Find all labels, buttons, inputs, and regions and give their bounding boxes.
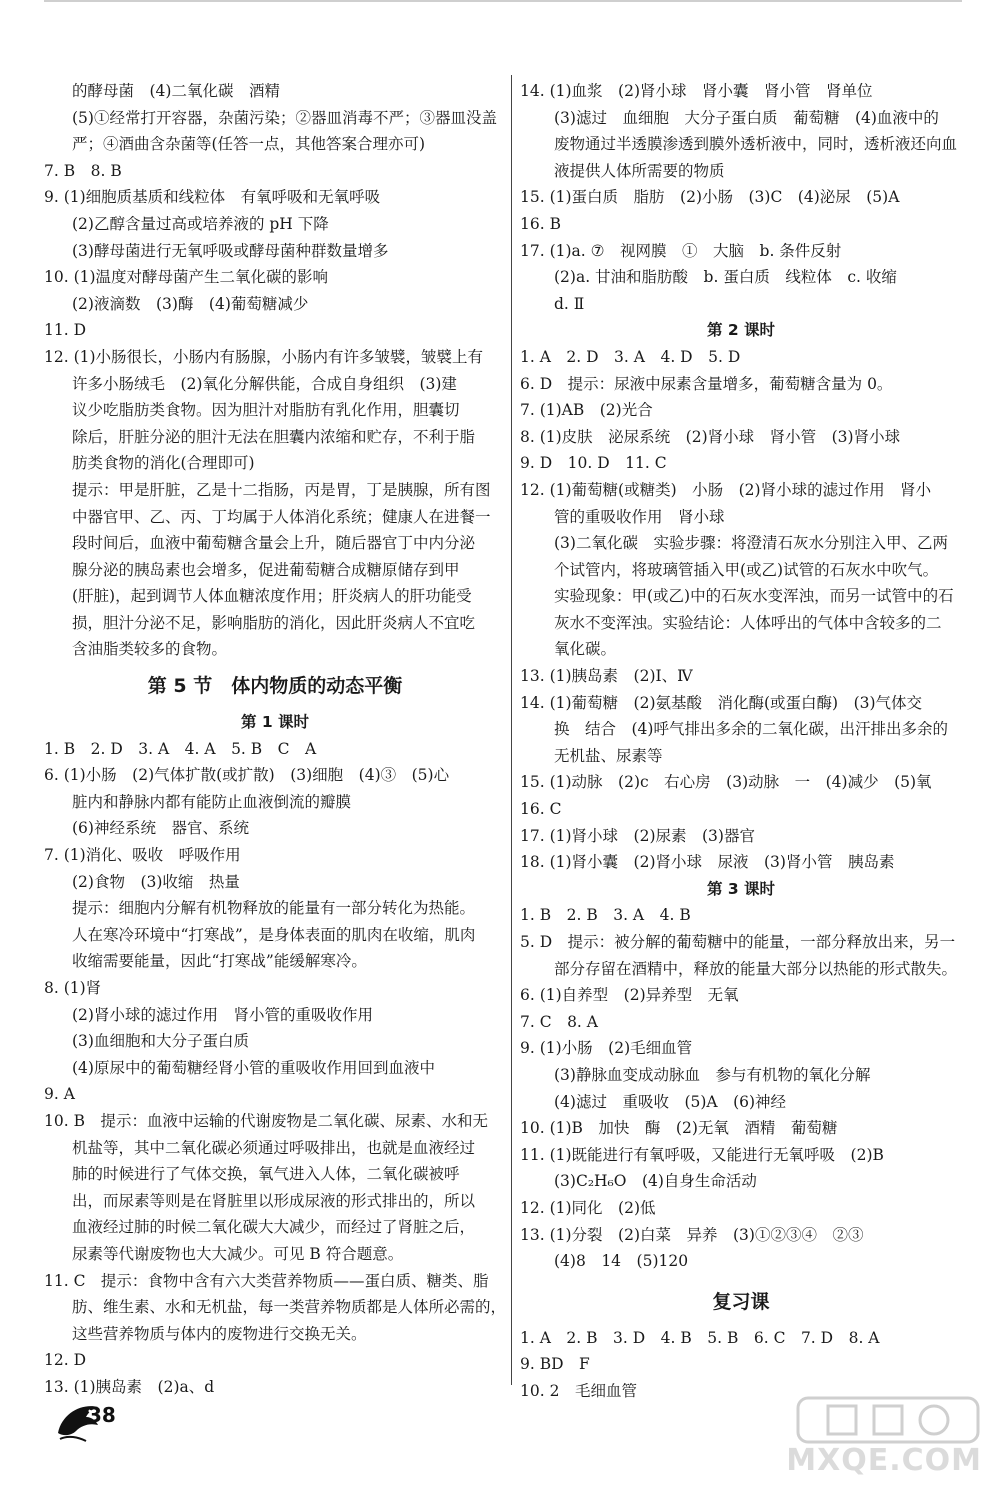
answer-line: 的酵母菌 (4)二氧化碳 酒精 xyxy=(72,82,280,100)
answer-line: d. Ⅱ xyxy=(554,294,585,313)
answer-line: 5. D 提示：被分解的葡萄糖中的能量，一部分释放出来，另一 xyxy=(520,933,956,951)
answer-line: 1. B 2. D 3. A 4. A 5. B C A xyxy=(44,739,317,758)
answer-line: 肺的时候进行了气体交换，氧气进入人体，二氧化碳被呼 xyxy=(72,1165,460,1184)
answer-line: 9. BD F xyxy=(520,1355,590,1374)
answer-line: (4)8 14 (5)120 xyxy=(554,1252,689,1271)
answer-line: 尿素等代谢废物也大大减少。可见 B 符合题意。 xyxy=(72,1244,404,1263)
answer-line: 9. A xyxy=(44,1085,75,1104)
answer-line: 10. B 提示：血液中运输的代谢废物是二氧化碳、尿素、水和无 xyxy=(44,1111,488,1130)
answer-line: 11. (1)既能进行有氧呼吸，又能进行无氧呼吸 (2)B xyxy=(520,1145,884,1164)
answer-line: 氧化碳。 xyxy=(554,640,617,659)
answer-line: (6)神经系统 器官、系统 xyxy=(72,819,249,838)
answer-line: 许多小肠绒毛 (2)氧化分解供能，合成自身组织 (3)建 xyxy=(72,374,457,393)
answer-line: 14. (1)葡萄糖 (2)氨基酸 消化酶(或蛋白酶) (3)气体交 xyxy=(520,693,923,712)
answer-line: (2)乙醇含量过高或培养液的 pH 下降 xyxy=(72,214,329,233)
answer-line: 肪类食物的消化(合理即可) xyxy=(72,454,255,473)
answer-line: 实验现象：甲(或乙)中的石灰水变浑浊，而另一试管中的石 xyxy=(554,587,954,606)
answer-line: (3)血细胞和大分子蛋白质 xyxy=(72,1032,249,1051)
answer-line: (5)①经常打开容器，杂菌污染；②器皿消毒不严；③器皿没盖 xyxy=(72,108,497,127)
answer-line: 这些营养物质与体内的废物进行交换无关。 xyxy=(72,1324,367,1343)
lesson-subtitle: 第 1 课时 xyxy=(240,713,310,732)
answer-line: (肝脏)，起到调节人体血糖浓度作用；肝炎病人的肝功能受 xyxy=(72,587,472,606)
lesson-subtitle: 第 3 课时 xyxy=(706,879,776,898)
answer-line: 13. (1)分裂 (2)白菜 异养 (3)①②③④ ②③ xyxy=(520,1225,864,1244)
answer-line: 16. C xyxy=(520,800,562,819)
answer-line: 个试管内，将玻璃管插入甲(或乙)试管的石灰水中吹气。 xyxy=(554,560,939,579)
answer-line: 除后，肝脏分泌的胆汁无法在胆囊内浓缩和贮存，不利于脂 xyxy=(72,427,476,446)
answer-line: 12. D xyxy=(44,1351,87,1370)
answer-line: 11. D xyxy=(44,321,87,340)
answer-line: 10. 2 毛细血管 xyxy=(520,1381,637,1400)
answer-line: 液提供人体所需要的物质 xyxy=(554,161,725,180)
answer-line: 7. C 8. A xyxy=(520,1012,598,1031)
answer-line: 腺分泌的胰岛素也会增多，促进葡萄糖合成糖原储存到甲 xyxy=(72,560,460,579)
answer-line: 7. (1)AB (2)光合 xyxy=(520,401,653,420)
answer-line: (4)滤过 重吸收 (5)A (6)神经 xyxy=(554,1092,787,1111)
answer-line: 部分存留在酒精中，释放的能量大部分以热能的形式散失。 xyxy=(554,959,958,978)
answer-line: 脏内和静脉内都有能防止血液倒流的瓣膜 xyxy=(72,792,352,811)
answer-line: 9. D 10. D 11. C xyxy=(520,454,667,473)
answer-line: 15. (1)动脉 (2)c 右心房 (3)动脉 一 (4)减少 (5)氧 xyxy=(520,773,932,792)
answer-line: 中器官甲、乙、丙、丁均属于人体消化系统；健康人在进餐一 xyxy=(72,507,491,526)
page-number: 38 xyxy=(88,1403,116,1427)
watermark-text: MXQE.COM xyxy=(786,1443,982,1478)
answer-line: 6. (1)自养型 (2)异养型 无氧 xyxy=(520,986,739,1005)
answer-line: 灰水不变浑浊。实验结论：人体呼出的气体中含较多的二 xyxy=(554,613,942,632)
answer-line: 议少吃脂肪类食物。因为胆汁对脂肪有乳化作用，胆囊切 xyxy=(72,401,460,420)
answer-line: 7. B 8. B xyxy=(44,161,122,180)
answer-line: (3)静脉血变成动脉血 参与有机物的氧化分解 xyxy=(554,1065,871,1084)
column-divider xyxy=(511,75,512,1385)
answer-line: 10. (1)B 加快 酶 (2)无氧 酒精 葡萄糖 xyxy=(520,1119,838,1138)
answer-line: 12. (1)葡萄糖(或糖类) 小肠 (2)肾小球的滤过作用 肾小 xyxy=(520,480,932,499)
answer-line: 1. B 2. B 3. A 4. B xyxy=(520,906,691,925)
review-title: 复习课 xyxy=(712,1290,770,1313)
answer-line: 12. (1)同化 (2)低 xyxy=(520,1198,656,1217)
answer-line: 9. (1)小肠 (2)毛细血管 xyxy=(520,1039,693,1058)
answer-line: 机盐等，其中二氧化碳必须通过呼吸排出，也就是血液经过 xyxy=(72,1138,476,1157)
answer-line: 无机盐、尿素等 xyxy=(554,746,663,765)
answer-line: 18. (1)肾小囊 (2)肾小球 尿液 (3)肾小管 胰岛素 xyxy=(520,853,895,872)
answer-line: 8. (1)肾 xyxy=(44,979,102,997)
answer-line: 13. (1)胰岛素 (2)a、d xyxy=(44,1377,215,1396)
answer-line: 收缩需要能量，因此“打寒战”能缓解寒冷。 xyxy=(72,952,367,971)
answer-line: 1. A 2. D 3. A 4. D 5. D xyxy=(520,347,741,366)
answer-line: 严；④酒曲含杂菌等(任答一点，其他答案合理亦可) xyxy=(72,135,426,154)
top-rule xyxy=(44,0,962,2)
answer-line: 8. (1)皮肤 泌尿系统 (2)肾小球 肾小管 (3)肾小球 xyxy=(520,427,901,446)
answer-line: 11. C 提示：食物中含有六大类营养物质——蛋白质、糖类、脂 xyxy=(44,1271,489,1290)
answer-line: 血液经过肺的时候二氧化碳大大减少，而经过了肾脏之后， xyxy=(72,1218,476,1237)
answer-line: 废物通过半透膜渗透到膜外透析液中，同时，透析液还向血 xyxy=(554,135,958,154)
answer-line: 段时间后，血液中葡萄糖含量会上升，随后器官丁中内分泌 xyxy=(72,534,476,553)
answer-line: 14. (1)血浆 (2)肾小球 肾小囊 肾小管 肾单位 xyxy=(520,82,873,100)
answer-line: (3)二氧化碳 实验步骤：将澄清石灰水分别注入甲、乙两 xyxy=(554,534,948,553)
answer-line: 7. (1)消化、吸收 呼吸作用 xyxy=(44,846,241,865)
answer-line: 10. (1)温度对酵母菌产生二氧化碳的影响 xyxy=(44,268,329,287)
answer-line: (3)C₂H₆O (4)自身生命活动 xyxy=(554,1172,757,1191)
answer-line: 换 结合 (4)呼气排出多余的二氧化碳，出汗排出多余的 xyxy=(554,720,948,739)
answer-line: 15. (1)蛋白质 脂肪 (2)小肠 (3)C (4)泌尿 (5)A xyxy=(520,188,900,207)
answer-line: (3)滤过 血细胞 大分子蛋白质 葡萄糖 (4)血液中的 xyxy=(554,108,939,127)
answer-line: 9. (1)细胞质基质和线粒体 有氧呼吸和无氧呼吸 xyxy=(44,188,381,207)
answer-line: 6. D 提示：尿液中尿素含量增多，葡萄糖含量为 0。 xyxy=(520,374,893,393)
lesson-subtitle: 第 2 课时 xyxy=(706,321,776,340)
right-column xyxy=(520,78,962,1405)
answer-line: 肪、维生素、水和无机盐，每一类营养物质都是人体所必需的， xyxy=(72,1298,507,1317)
answer-line: 提示：细胞内分解有机物释放的能量有一部分转化为热能。 xyxy=(72,899,476,918)
left-column xyxy=(44,78,506,1401)
answer-line: 12. (1)小肠很长，小肠内有肠腺，小肠内有许多皱襞，皱襞上有 xyxy=(44,347,484,366)
answer-line: 6. (1)小肠 (2)气体扩散(或扩散) (3)细胞 (4)③ (5)心 xyxy=(44,766,450,785)
answer-line: (2)肾小球的滤过作用 肾小管的重吸收作用 xyxy=(72,1005,373,1024)
answer-line: 13. (1)胰岛素 (2)Ⅰ、Ⅳ xyxy=(520,667,693,686)
answer-line: (3)酵母菌进行无氧呼吸或酵母菌种群数量增多 xyxy=(72,241,389,260)
answer-line: 人在寒冷环境中“打寒战”，是身体表面的肌肉在收缩，肌肉 xyxy=(72,925,476,944)
answer-line: (2)液滴数 (3)酶 (4)葡萄糖减少 xyxy=(72,294,309,313)
answer-line: 16. B xyxy=(520,214,561,233)
answer-line: 含油脂类较多的食物。 xyxy=(72,640,228,659)
answer-line: 损，胆汁分泌不足，影响脂肪的消化，因此肝炎病人不宜吃 xyxy=(72,613,476,632)
section-title: 第 5 节 体内物质的动态平衡 xyxy=(147,675,403,698)
answer-line: 1. A 2. B 3. D 4. B 5. B 6. C 7. D 8. A xyxy=(520,1328,880,1347)
answer-line: 提示：甲是肝脏，乙是十二指肠，丙是胃，丁是胰腺，所有图 xyxy=(72,480,491,499)
answer-line: 出，而尿素等则是在肾脏里以形成尿液的形式排出的，所以 xyxy=(72,1191,476,1210)
answer-line: 17. (1)肾小球 (2)尿素 (3)器官 xyxy=(520,826,755,845)
page-number-badge xyxy=(52,1395,152,1445)
answer-line: (2)a. 甘油和脂肪酸 b. 蛋白质 线粒体 c. 收缩 xyxy=(554,268,897,287)
answer-line: (2)食物 (3)收缩 热量 xyxy=(72,872,240,891)
answer-line: (4)原尿中的葡萄糖经肾小管的重吸收作用回到血液中 xyxy=(72,1058,435,1077)
answer-line: 17. (1)a. ⑦ 视网膜 ① 大脑 b. 条件反射 xyxy=(520,241,842,260)
watermark-logo xyxy=(788,1392,988,1482)
answer-line: 管的重吸收作用 肾小球 xyxy=(554,507,725,526)
